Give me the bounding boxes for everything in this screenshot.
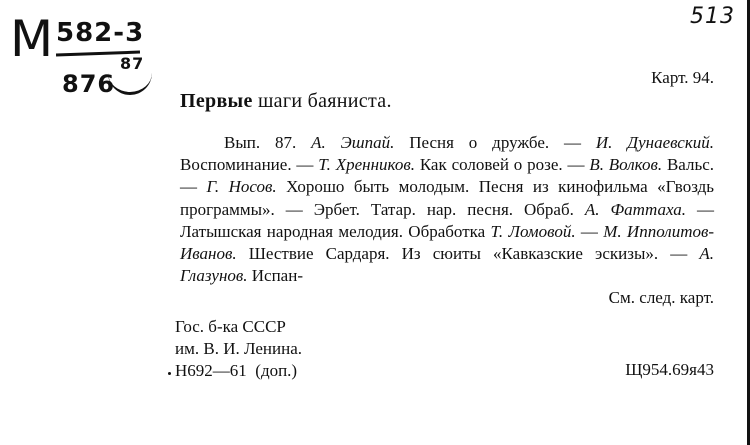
author-eshpai: А. Эшпай. bbox=[311, 133, 395, 152]
classification-index: Щ954.69я43 bbox=[625, 360, 714, 379]
author-dunaevsky: И. Дунаевский. bbox=[595, 133, 715, 152]
author-nosov: Г. Носов. bbox=[206, 177, 277, 197]
card-number: Карт. 94. bbox=[651, 68, 714, 87]
margin-dot bbox=[168, 372, 171, 375]
work-text: — bbox=[580, 221, 598, 241]
author-khrennikov: Т. Хренников. bbox=[318, 155, 415, 175]
work-text: Хорошо быть молодым. Песня из кинофильма «Гвоздь программы». — Эрбет. Татар. нар. песня. Обраб. bbox=[180, 177, 715, 219]
work-text: Шествие Сардаря. Из сюиты «Кавказские эскизы». — bbox=[248, 244, 688, 264]
work-text: — Латышская народная мелодия. Обработка bbox=[180, 199, 715, 241]
author-ippolitov-ivanov: М. Ипполитов-Иванов. bbox=[180, 221, 715, 264]
title-rest: шаги баяниста. bbox=[257, 90, 392, 112]
handwritten-bottom-number: 876 bbox=[62, 70, 116, 98]
work-text: Воспоминание. — bbox=[180, 155, 314, 175]
author-lomova: Т. Ломовой. bbox=[490, 221, 576, 241]
handwritten-superscript: 87 bbox=[120, 54, 145, 73]
author-glazunov: А. Глазунов. bbox=[180, 244, 715, 286]
library-line-3: Н692—61 (доп.) bbox=[175, 361, 298, 380]
book-title bbox=[180, 90, 392, 113]
work-text: Как соловей о розе. — bbox=[419, 155, 585, 175]
author-fattakh: А. Фаттаха. bbox=[584, 199, 687, 219]
library-imprint bbox=[175, 316, 302, 382]
handwritten-corner-mark: 513 bbox=[690, 4, 735, 29]
see-next-card: См. след. карт. bbox=[608, 288, 714, 308]
contents-description bbox=[180, 132, 714, 310]
library-line-2: им. В. И. Ленина. bbox=[175, 339, 303, 358]
work-text: Испан- bbox=[251, 266, 303, 286]
contents-paragraph bbox=[180, 132, 714, 287]
library-line-1: Гос. б-ка СССР bbox=[175, 317, 286, 336]
work-text: Вальс. — bbox=[180, 155, 715, 197]
title-bold-word: Первые bbox=[180, 90, 253, 112]
author-volkov: В. Волков. bbox=[589, 155, 663, 175]
issue-number: Вып. 87. bbox=[224, 133, 297, 152]
handwritten-top-number: 582-3 bbox=[56, 18, 145, 48]
work-text: Песня о дружбе. — bbox=[409, 133, 581, 152]
handwritten-shelf-letter: М bbox=[10, 10, 55, 68]
